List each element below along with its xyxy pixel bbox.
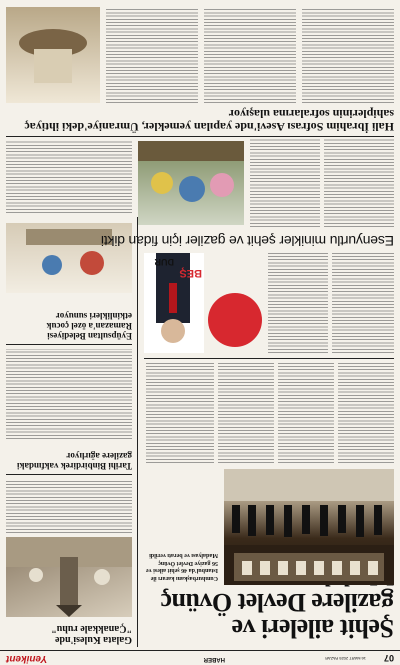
brand-logo: Yenikent: [6, 653, 48, 664]
issue-date: 16 MART 2025 PAZAR: [325, 656, 366, 661]
ceremony-photo: [224, 469, 394, 585]
masthead: [0, 650, 400, 665]
sidebar-separator-2: [6, 344, 132, 345]
sidebar-b-title: Tarihi Binbirdirek vakfındaki gazilere ağırlıyor: [16, 451, 132, 471]
lead-body-col-4: [146, 363, 214, 463]
section-label: HABER: [203, 656, 225, 662]
sidebar-b-body: [6, 349, 132, 439]
page-number: 07: [383, 653, 394, 663]
ceremony-scene: [224, 469, 394, 585]
bottom-foot-col-3: [106, 7, 198, 103]
lead-body-col-1: [338, 363, 394, 463]
sidebar-a-body: [6, 479, 132, 533]
column-divider: [137, 217, 138, 647]
lead-body-col-3: [218, 363, 274, 463]
sidebar-a-title: Galata Kulesi'nde "Çanakkale ruhu": [51, 623, 132, 645]
asevi-photo: [6, 7, 100, 103]
sidebar-c-title: Eyüpsultan Belediyesi Ramazan'a özel çocuk etkinlikleri sunuyor: [46, 311, 132, 341]
soup-kitchen-scene: [6, 7, 100, 103]
tree-planting-photo: [138, 141, 244, 225]
lead-headline: Şehit aileleri ve gazilere Devlet Övünç: [160, 588, 394, 643]
bottom-foot-col-1: [302, 7, 394, 103]
bottom-body-col-3: [6, 141, 132, 213]
ad-word-1: BEŞ: [179, 267, 202, 279]
galata-tower-scene: [6, 537, 132, 617]
lead-deck: Cumhurbaşkanı kararı ile Istanbul'da 46 şehit ailesi ve 56 gaziye Devlet Övünç Madalyası ve beratı verildi: [145, 552, 218, 581]
ad-portrait: [144, 253, 204, 353]
bottom-body-col-2: [250, 139, 320, 227]
sidebar-separator-1: [6, 474, 132, 475]
mid-headline: Esenyurtlu minikler şehit ve gaziler için fidan dikti: [101, 233, 394, 249]
ad-quote-bubble: [208, 293, 262, 347]
bottom-foot-col-2: [204, 7, 296, 103]
bottom-headline: Hali İbrahim Sofrası Asevi'nde yapılan yemekler, Ümraniye'deki ihtiyaç sahiplerinin sofralarına ulaşıyor: [24, 107, 394, 134]
mid-body-col-1: [332, 253, 394, 353]
tree-planting-scene: [138, 141, 244, 225]
mid-rule: [144, 358, 394, 359]
ad-word-2: DUR: [154, 257, 174, 267]
bottom-rule: [6, 136, 394, 137]
lead-body-col-2: [278, 363, 334, 463]
bottom-body-col-1: [324, 139, 394, 227]
galata-photo: [6, 537, 132, 617]
mid-body-col-2: [268, 253, 328, 353]
